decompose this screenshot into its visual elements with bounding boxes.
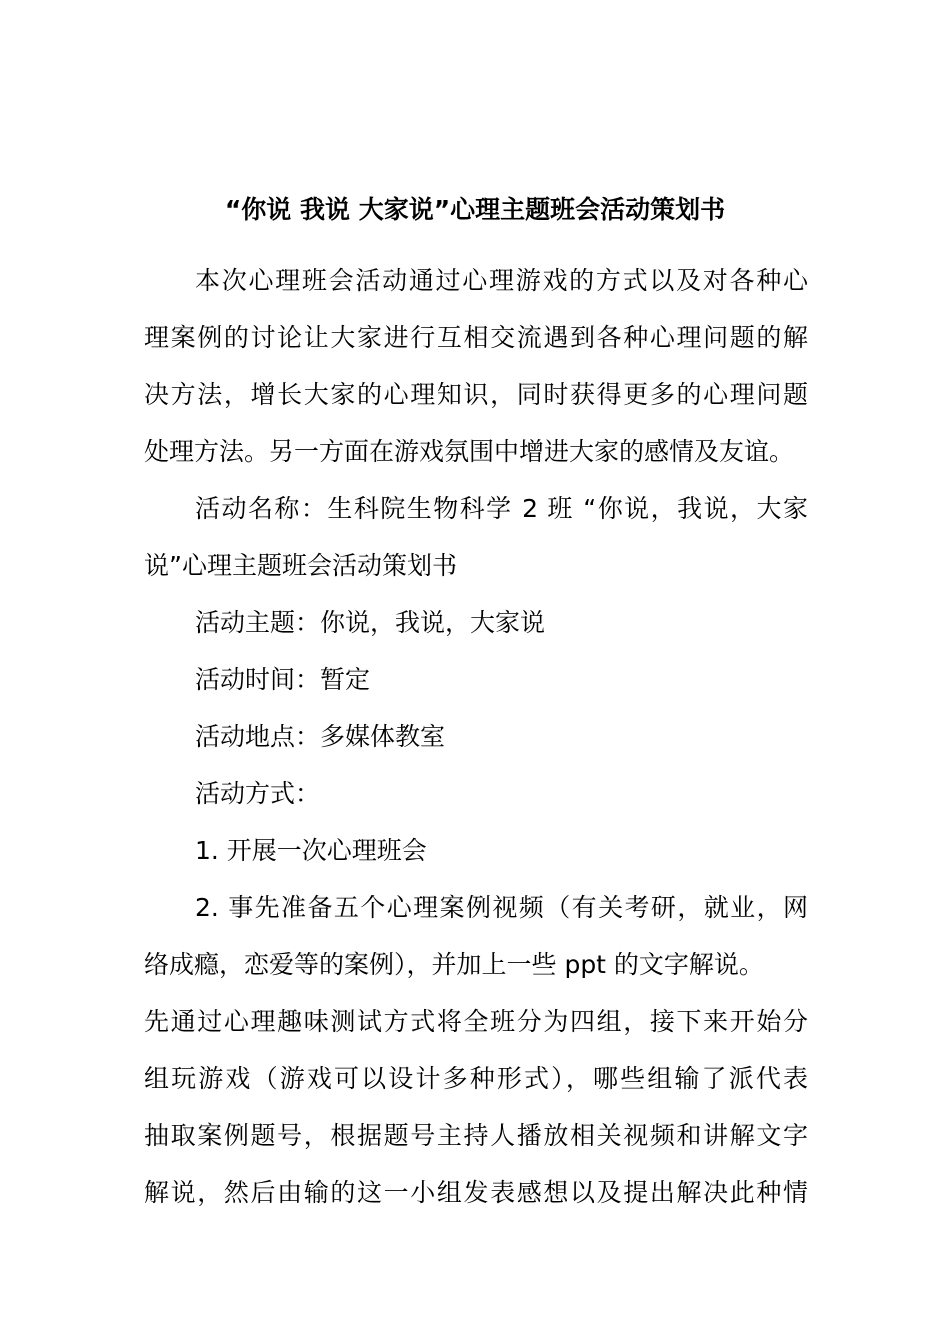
paragraph-line: 抽取案例题号，根据题号主持人播放相关视频和讲解文字 [144,1121,808,1150]
activity-location-line: 活动地点：多媒体教室 [195,722,446,751]
paragraph-line: 先通过心理趣味测试方式将全班分为四组，接下来开始分 [144,1007,808,1036]
activity-theme-line: 活动主题：你说，我说，大家说 [195,608,546,637]
list-item: 2. 事先准备五个心理案例视频（有关考研，就业，网 [195,893,808,922]
activity-time-line: 活动时间：暂定 [195,665,371,694]
activity-name-line: 活动名称：生科院生物科学 2 班 “你说，我说，大家 [195,494,808,523]
paragraph-line: 理案例的讨论让大家进行互相交流遇到各种心理问题的解 [144,323,808,352]
paragraph-line: 处理方法。另一方面在游戏氛围中增进大家的感情及友谊。 [144,437,795,466]
activity-method-heading: 活动方式： [195,779,321,808]
paragraph-line: 决方法，增长大家的心理知识，同时获得更多的心理问题 [144,380,808,409]
paragraph-line: 本次心理班会活动通过心理游戏的方式以及对各种心 [195,266,808,295]
paragraph-line: 组玩游戏（游戏可以设计多种形式），哪些组输了派代表 [144,1064,808,1093]
paragraph-line: 络成瘾，恋爱等的案例），并加上一些 ppt 的文字解说。 [144,950,764,979]
activity-name-line: 说”心理主题班会活动策划书 [144,551,457,580]
paragraph-line: 解说，然后由输的这一小组发表感想以及提出解决此种情 [144,1178,808,1207]
list-item: 1. 开展一次心理班会 [195,836,427,865]
document-title: “你说 我说 大家说”心理主题班会活动策划书 [224,195,726,224]
